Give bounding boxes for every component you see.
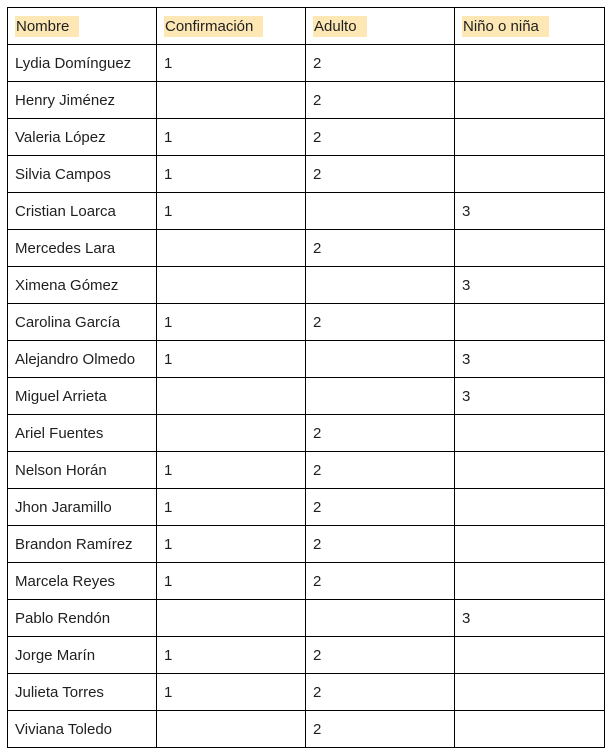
cell-nino-o-nina[interactable] xyxy=(455,563,605,600)
table-row xyxy=(8,489,605,526)
cell-confirmacion[interactable]: 1 xyxy=(157,45,306,82)
cell-nombre[interactable]: Brandon Ramírez xyxy=(8,526,157,563)
cell-confirmacion[interactable] xyxy=(157,600,306,637)
table-row xyxy=(8,267,605,304)
cell-confirmacion[interactable]: 1 xyxy=(157,304,306,341)
cell-nino-o-nina[interactable]: 3 xyxy=(455,193,605,230)
cell-nino-o-nina[interactable] xyxy=(455,415,605,452)
cell-confirmacion[interactable] xyxy=(157,378,306,415)
cell-nombre[interactable]: Lydia Domínguez xyxy=(8,45,157,82)
cell-nombre[interactable]: Pablo Rendón xyxy=(8,600,157,637)
cell-nino-o-nina[interactable] xyxy=(455,304,605,341)
header-cell-nombre[interactable] xyxy=(8,8,157,45)
table-row xyxy=(8,230,605,267)
table-row xyxy=(8,156,605,193)
table-row xyxy=(8,600,605,637)
header-label-confirmacion: Confirmación xyxy=(164,16,263,37)
table-row xyxy=(8,45,605,82)
cell-adulto[interactable]: 2 xyxy=(306,415,455,452)
table-row xyxy=(8,82,605,119)
cell-nombre[interactable]: Jorge Marín xyxy=(8,637,157,674)
cell-nino-o-nina[interactable] xyxy=(455,452,605,489)
cell-adulto[interactable]: 2 xyxy=(306,156,455,193)
cell-adulto[interactable] xyxy=(306,341,455,378)
header-cell-adulto[interactable] xyxy=(306,8,455,45)
cell-confirmacion[interactable]: 1 xyxy=(157,156,306,193)
table-row xyxy=(8,526,605,563)
cell-confirmacion[interactable]: 1 xyxy=(157,119,306,156)
cell-adulto[interactable]: 2 xyxy=(306,637,455,674)
cell-confirmacion[interactable]: 1 xyxy=(157,341,306,378)
cell-nino-o-nina[interactable] xyxy=(455,156,605,193)
table-row xyxy=(8,193,605,230)
header-cell-confirmacion[interactable] xyxy=(157,8,306,45)
cell-adulto[interactable]: 2 xyxy=(306,711,455,748)
cell-nombre[interactable]: Miguel Arrieta xyxy=(8,378,157,415)
cell-nombre[interactable]: Nelson Horán xyxy=(8,452,157,489)
cell-confirmacion[interactable]: 1 xyxy=(157,674,306,711)
cell-nino-o-nina[interactable] xyxy=(455,489,605,526)
cell-adulto[interactable]: 2 xyxy=(306,674,455,711)
cell-confirmacion[interactable]: 1 xyxy=(157,637,306,674)
cell-nino-o-nina[interactable] xyxy=(455,526,605,563)
cell-nino-o-nina[interactable] xyxy=(455,711,605,748)
cell-nino-o-nina[interactable] xyxy=(455,45,605,82)
cell-adulto[interactable]: 2 xyxy=(306,82,455,119)
cell-nino-o-nina[interactable]: 3 xyxy=(455,267,605,304)
cell-nino-o-nina[interactable] xyxy=(455,637,605,674)
header-label-nombre: Nombre xyxy=(15,16,79,37)
cell-nombre[interactable]: Alejandro Olmedo xyxy=(8,341,157,378)
cell-confirmacion[interactable]: 1 xyxy=(157,452,306,489)
cell-confirmacion[interactable] xyxy=(157,82,306,119)
cell-nino-o-nina[interactable]: 3 xyxy=(455,341,605,378)
cell-adulto[interactable]: 2 xyxy=(306,119,455,156)
header-label-adulto: Adulto xyxy=(313,16,367,37)
cell-nino-o-nina[interactable]: 3 xyxy=(455,378,605,415)
table-row xyxy=(8,674,605,711)
cell-nombre[interactable]: Henry Jiménez xyxy=(8,82,157,119)
cell-nino-o-nina[interactable] xyxy=(455,230,605,267)
cell-adulto[interactable]: 2 xyxy=(306,45,455,82)
header-row xyxy=(8,8,605,45)
header-cell-nino-o-nina[interactable] xyxy=(455,8,605,45)
table-body xyxy=(8,45,605,748)
table-row xyxy=(8,304,605,341)
cell-confirmacion[interactable] xyxy=(157,415,306,452)
cell-nino-o-nina[interactable] xyxy=(455,674,605,711)
cell-nombre[interactable]: Cristian Loarca xyxy=(8,193,157,230)
cell-adulto[interactable]: 2 xyxy=(306,489,455,526)
cell-nombre[interactable]: Julieta Torres xyxy=(8,674,157,711)
table-row xyxy=(8,637,605,674)
table-row xyxy=(8,341,605,378)
cell-nino-o-nina[interactable] xyxy=(455,82,605,119)
cell-confirmacion[interactable]: 1 xyxy=(157,489,306,526)
cell-nombre[interactable]: Ariel Fuentes xyxy=(8,415,157,452)
table-row xyxy=(8,563,605,600)
cell-nombre[interactable]: Viviana Toledo xyxy=(8,711,157,748)
cell-adulto[interactable] xyxy=(306,600,455,637)
cell-nombre[interactable]: Carolina García xyxy=(8,304,157,341)
cell-nino-o-nina[interactable] xyxy=(455,119,605,156)
cell-adulto[interactable]: 2 xyxy=(306,526,455,563)
cell-adulto[interactable]: 2 xyxy=(306,230,455,267)
guest-table-container xyxy=(7,7,605,748)
cell-adulto[interactable] xyxy=(306,267,455,304)
cell-adulto[interactable]: 2 xyxy=(306,304,455,341)
cell-confirmacion[interactable]: 1 xyxy=(157,526,306,563)
cell-nombre[interactable]: Valeria López xyxy=(8,119,157,156)
cell-nombre[interactable]: Ximena Gómez xyxy=(8,267,157,304)
cell-nombre[interactable]: Marcela Reyes xyxy=(8,563,157,600)
cell-confirmacion[interactable] xyxy=(157,711,306,748)
table-row xyxy=(8,415,605,452)
cell-nombre[interactable]: Mercedes Lara xyxy=(8,230,157,267)
cell-adulto[interactable] xyxy=(306,193,455,230)
cell-adulto[interactable]: 2 xyxy=(306,452,455,489)
cell-nombre[interactable]: Silvia Campos xyxy=(8,156,157,193)
cell-confirmacion[interactable] xyxy=(157,267,306,304)
table-row xyxy=(8,378,605,415)
cell-nombre[interactable]: Jhon Jaramillo xyxy=(8,489,157,526)
guest-table xyxy=(7,7,605,748)
table-row xyxy=(8,711,605,748)
cell-confirmacion[interactable]: 1 xyxy=(157,193,306,230)
table-row xyxy=(8,119,605,156)
cell-adulto[interactable] xyxy=(306,378,455,415)
cell-confirmacion[interactable]: 1 xyxy=(157,563,306,600)
cell-confirmacion[interactable] xyxy=(157,230,306,267)
header-label-nino-o-nina: Niño o niña xyxy=(462,16,549,37)
cell-adulto[interactable]: 2 xyxy=(306,563,455,600)
table-row xyxy=(8,452,605,489)
cell-nino-o-nina[interactable]: 3 xyxy=(455,600,605,637)
